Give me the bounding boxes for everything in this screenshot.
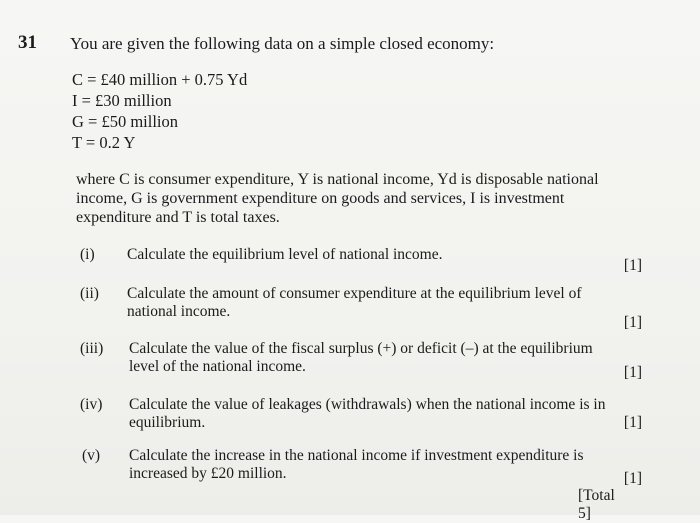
- part-text: Calculate the value of the fiscal surplus (+) or deficit (–) at the equilibrium level of the national income.: [129, 340, 593, 375]
- part-label: (ii): [80, 285, 99, 302]
- part-mark: [1]: [623, 414, 642, 431]
- equation-taxes: T = 0.2 Y: [72, 133, 136, 152]
- equation-investment: I = £30 million: [72, 91, 172, 110]
- part-mark: [1]: [623, 470, 642, 487]
- part-text: Calculate the equilibrium level of national income.: [127, 246, 443, 263]
- part-label: (v): [82, 447, 101, 464]
- question-intro: You are given the following data on a simple closed economy:: [70, 34, 495, 53]
- question-number: 31: [18, 32, 37, 53]
- part-text: Calculate the increase in the national income if investment expenditure is increased by £20 million.: [129, 447, 584, 482]
- part-label: (i): [80, 246, 95, 263]
- part-text: Calculate the amount of consumer expenditure at the equilibrium level of national income.: [127, 285, 582, 320]
- equation-government: G = £50 million: [72, 112, 179, 131]
- part-mark: [1]: [623, 257, 642, 274]
- part-mark: [1]: [623, 364, 642, 381]
- part-mark: [1]: [623, 314, 642, 331]
- part-label: (iii): [80, 340, 104, 357]
- equation-consumption: C = £40 million + 0.75 Yd: [72, 70, 248, 89]
- definitions-paragraph: where C is consumer expenditure, Y is national income, Yd is disposable national income, G is government expenditure on goods and services, I is investment expenditure and T is total taxes.: [76, 171, 599, 226]
- total-marks: [Total 5]: [578, 487, 615, 522]
- part-text: Calculate the value of leakages (withdrawals) when the national income is in equilibrium.: [129, 396, 606, 431]
- equation-list: [72, 69, 247, 153]
- part-label: (iv): [80, 396, 103, 413]
